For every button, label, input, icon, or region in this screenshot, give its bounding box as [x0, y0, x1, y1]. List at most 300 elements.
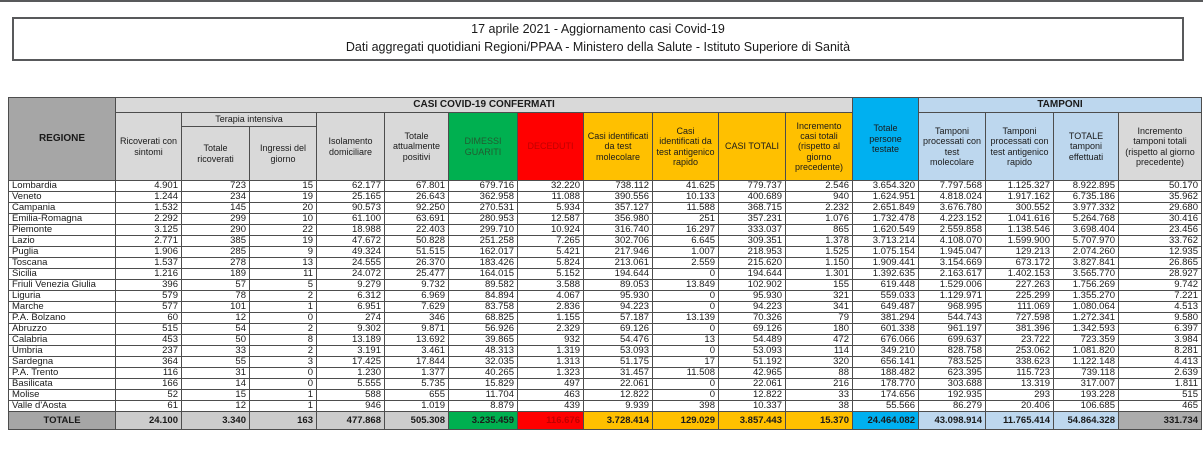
value-cell: 10	[250, 214, 317, 225]
value-cell: 5.934	[518, 203, 584, 214]
value-cell: 51.192	[719, 357, 786, 368]
value-cell: 472	[786, 335, 853, 346]
value-cell: 1.811	[1119, 379, 1202, 390]
value-cell: 28.927	[1119, 269, 1202, 280]
value-cell: 783.525	[919, 357, 986, 368]
value-cell: 559.033	[853, 291, 919, 302]
value-cell: 39.865	[449, 335, 518, 346]
value-cell: 11.588	[653, 203, 719, 214]
region-name-cell: Molise	[9, 390, 116, 401]
header-persone-testate: Totale persone testate	[853, 98, 919, 181]
value-cell: 3.125	[116, 225, 182, 236]
value-cell: 2.232	[786, 203, 853, 214]
value-cell: 217.946	[584, 247, 653, 258]
totals-value-cell: 24.464.082	[853, 412, 919, 430]
totals-value-cell: 15.370	[786, 412, 853, 430]
value-cell: 32.035	[449, 357, 518, 368]
value-cell: 61	[116, 401, 182, 412]
region-name-cell: Valle d'Aosta	[9, 401, 116, 412]
value-cell: 194.644	[584, 269, 653, 280]
value-cell: 227.263	[986, 280, 1054, 291]
value-cell: 10.133	[653, 192, 719, 203]
value-cell: 225.299	[986, 291, 1054, 302]
value-cell: 69.126	[719, 324, 786, 335]
value-cell: 2.329	[518, 324, 584, 335]
value-cell: 25.477	[385, 269, 449, 280]
value-cell: 54	[182, 324, 250, 335]
value-cell: 5.555	[317, 379, 385, 390]
value-cell: 164.015	[449, 269, 518, 280]
value-cell: 29.680	[1119, 203, 1202, 214]
value-cell: 9	[250, 247, 317, 258]
region-name-cell: Sicilia	[9, 269, 116, 280]
value-cell: 50.828	[385, 236, 449, 247]
value-cell: 78	[182, 291, 250, 302]
value-cell: 1.150	[786, 258, 853, 269]
value-cell: 3.461	[385, 346, 449, 357]
table-row	[9, 181, 1202, 192]
value-cell: 54.489	[719, 335, 786, 346]
value-cell: 61.100	[317, 214, 385, 225]
value-cell: 94.223	[719, 302, 786, 313]
value-cell: 390.556	[584, 192, 653, 203]
value-cell: 8.879	[449, 401, 518, 412]
value-cell: 22.061	[719, 379, 786, 390]
value-cell: 738.112	[584, 181, 653, 192]
value-cell: 19	[250, 192, 317, 203]
region-name-cell: Liguria	[9, 291, 116, 302]
value-cell: 30.416	[1119, 214, 1202, 225]
value-cell: 12.935	[1119, 247, 1202, 258]
totals-value-cell: 54.864.328	[1054, 412, 1119, 430]
value-cell: 6.735.186	[1054, 192, 1119, 203]
value-cell: 1.599.900	[986, 236, 1054, 247]
header-tamponi-molecolare: Tamponi processati con test molecolare	[919, 113, 986, 181]
value-cell: 5.824	[518, 258, 584, 269]
value-cell: 51.175	[584, 357, 653, 368]
value-cell: 192.935	[919, 390, 986, 401]
value-cell: 1.319	[518, 346, 584, 357]
value-cell: 70.326	[719, 313, 786, 324]
value-cell: 67.801	[385, 181, 449, 192]
value-cell: 3.191	[317, 346, 385, 357]
table-row	[9, 247, 1202, 258]
value-cell: 932	[518, 335, 584, 346]
value-cell: 270.531	[449, 203, 518, 214]
value-cell: 49.324	[317, 247, 385, 258]
table-row	[9, 357, 1202, 368]
header-band-tamponi: TAMPONI	[919, 98, 1202, 113]
value-cell: 1.537	[116, 258, 182, 269]
value-cell: 1.313	[518, 357, 584, 368]
value-cell: 189	[182, 269, 250, 280]
region-name-cell: Basilicata	[9, 379, 116, 390]
table-header	[9, 98, 1202, 181]
value-cell: 1.019	[385, 401, 449, 412]
value-cell: 26.370	[385, 258, 449, 269]
value-cell: 53.093	[584, 346, 653, 357]
header-totale-tamponi: TOTALE tamponi effettuati	[1054, 113, 1119, 181]
value-cell: 40.265	[449, 368, 518, 379]
value-cell: 48.313	[449, 346, 518, 357]
value-cell: 679.716	[449, 181, 518, 192]
value-cell: 13	[653, 335, 719, 346]
value-cell: 62.177	[317, 181, 385, 192]
value-cell: 1.377	[385, 368, 449, 379]
value-cell: 13.189	[317, 335, 385, 346]
value-cell: 11	[250, 269, 317, 280]
value-cell: 381.294	[853, 313, 919, 324]
header-terapia-intensiva: Terapia intensiva	[182, 113, 317, 127]
value-cell: 52	[116, 390, 182, 401]
region-name-cell: Marche	[9, 302, 116, 313]
value-cell: 5	[250, 280, 317, 291]
value-cell: 12.822	[584, 390, 653, 401]
value-cell: 51.515	[385, 247, 449, 258]
value-cell: 7.265	[518, 236, 584, 247]
value-cell: 9.302	[317, 324, 385, 335]
table-row	[9, 390, 1202, 401]
value-cell: 1.620.549	[853, 225, 919, 236]
value-cell: 346	[385, 313, 449, 324]
value-cell: 92.250	[385, 203, 449, 214]
value-cell: 316.740	[584, 225, 653, 236]
page-top-rule	[0, 0, 1203, 2]
value-cell: 1.075.154	[853, 247, 919, 258]
value-cell: 1.342.593	[1054, 324, 1119, 335]
value-cell: 3.698.404	[1054, 225, 1119, 236]
value-cell: 8.922.895	[1054, 181, 1119, 192]
value-cell: 280.953	[449, 214, 518, 225]
value-cell: 50.170	[1119, 181, 1202, 192]
value-cell: 1.125.327	[986, 181, 1054, 192]
value-cell: 333.037	[719, 225, 786, 236]
value-cell: 723.359	[1054, 335, 1119, 346]
header-totale-ricoverati: Totale ricoverati	[182, 127, 250, 181]
covid-data-table	[8, 97, 1202, 430]
value-cell: 465	[1119, 401, 1202, 412]
value-cell: 90.573	[317, 203, 385, 214]
value-cell: 1.945.047	[919, 247, 986, 258]
value-cell: 1	[250, 390, 317, 401]
value-cell: 946	[317, 401, 385, 412]
value-cell: 3.827.841	[1054, 258, 1119, 269]
value-cell: 2	[250, 346, 317, 357]
value-cell: 145	[182, 203, 250, 214]
region-name-cell: Veneto	[9, 192, 116, 203]
totals-value-cell: 163	[250, 412, 317, 430]
value-cell: 114	[786, 346, 853, 357]
value-cell: 3.984	[1119, 335, 1202, 346]
value-cell: 1.323	[518, 368, 584, 379]
header-isolamento-domiciliare: Isolamento domiciliare	[317, 113, 385, 181]
value-cell: 2.559.858	[919, 225, 986, 236]
value-cell: 3.154.669	[919, 258, 986, 269]
value-cell: 1.301	[786, 269, 853, 280]
value-cell: 779.737	[719, 181, 786, 192]
table-row	[9, 335, 1202, 346]
value-cell: 7.629	[385, 302, 449, 313]
value-cell: 12	[182, 313, 250, 324]
value-cell: 727.598	[986, 313, 1054, 324]
value-cell: 41.625	[653, 181, 719, 192]
table-body	[9, 181, 1202, 430]
value-cell: 55.566	[853, 401, 919, 412]
value-cell: 579	[116, 291, 182, 302]
value-cell: 31.457	[584, 368, 653, 379]
value-cell: 4.513	[1119, 302, 1202, 313]
value-cell: 1.230	[317, 368, 385, 379]
header-ingressi-giorno: Ingressi del giorno	[250, 127, 317, 181]
value-cell: 968.995	[919, 302, 986, 313]
value-cell: 3.713.214	[853, 236, 919, 247]
value-cell: 3.676.780	[919, 203, 986, 214]
value-cell: 15	[250, 181, 317, 192]
totals-label-cell: TOTALE	[9, 412, 116, 430]
value-cell: 5.735	[385, 379, 449, 390]
value-cell: 213.061	[584, 258, 653, 269]
table-row	[9, 368, 1202, 379]
totals-value-cell: 11.765.414	[986, 412, 1054, 430]
value-cell: 5.152	[518, 269, 584, 280]
value-cell: 515	[1119, 390, 1202, 401]
value-cell: 84.894	[449, 291, 518, 302]
value-cell: 17	[653, 357, 719, 368]
value-cell: 1.756.269	[1054, 280, 1119, 291]
table-row	[9, 291, 1202, 302]
value-cell: 89.053	[584, 280, 653, 291]
value-cell: 619.448	[853, 280, 919, 291]
value-cell: 1	[250, 302, 317, 313]
value-cell: 302.706	[584, 236, 653, 247]
region-name-cell: Sardegna	[9, 357, 116, 368]
value-cell: 4.901	[116, 181, 182, 192]
region-name-cell: Toscana	[9, 258, 116, 269]
value-cell: 4.067	[518, 291, 584, 302]
value-cell: 2.836	[518, 302, 584, 313]
value-cell: 12.587	[518, 214, 584, 225]
value-cell: 544.743	[919, 313, 986, 324]
value-cell: 828.758	[919, 346, 986, 357]
value-cell: 699.637	[919, 335, 986, 346]
value-cell: 1.355.270	[1054, 291, 1119, 302]
value-cell: 23.456	[1119, 225, 1202, 236]
table-row	[9, 401, 1202, 412]
value-cell: 299	[182, 214, 250, 225]
value-cell: 381.396	[986, 324, 1054, 335]
value-cell: 9.939	[584, 401, 653, 412]
value-cell: 577	[116, 302, 182, 313]
value-cell: 1.216	[116, 269, 182, 280]
table-row	[9, 324, 1202, 335]
value-cell: 17.425	[317, 357, 385, 368]
value-cell: 69.126	[584, 324, 653, 335]
value-cell: 1.732.478	[853, 214, 919, 225]
value-cell: 251	[653, 214, 719, 225]
header-totale-attualmente-positivi: Totale attualmente positivi	[385, 113, 449, 181]
value-cell: 1.007	[653, 247, 719, 258]
table-row	[9, 379, 1202, 390]
value-cell: 274	[317, 313, 385, 324]
value-cell: 656.141	[853, 357, 919, 368]
value-cell: 2.074.260	[1054, 247, 1119, 258]
header-deceduti: DECEDUTI	[518, 113, 584, 181]
value-cell: 95.930	[584, 291, 653, 302]
value-cell: 22.403	[385, 225, 449, 236]
value-cell: 15	[182, 390, 250, 401]
totals-value-cell: 3.340	[182, 412, 250, 430]
value-cell: 33.762	[1119, 236, 1202, 247]
value-cell: 338.623	[986, 357, 1054, 368]
value-cell: 47.672	[317, 236, 385, 247]
value-cell: 453	[116, 335, 182, 346]
value-cell: 162.017	[449, 247, 518, 258]
value-cell: 357.231	[719, 214, 786, 225]
value-cell: 22	[250, 225, 317, 236]
value-cell: 11.088	[518, 192, 584, 203]
value-cell: 4.223.152	[919, 214, 986, 225]
value-cell: 1.525	[786, 247, 853, 258]
table-row	[9, 280, 1202, 291]
value-cell: 3.565.770	[1054, 269, 1119, 280]
value-cell: 13	[250, 258, 317, 269]
value-cell: 9.742	[1119, 280, 1202, 291]
value-cell: 19	[250, 236, 317, 247]
value-cell: 0	[653, 346, 719, 357]
value-cell: 623.395	[919, 368, 986, 379]
value-cell: 50	[182, 335, 250, 346]
value-cell: 60	[116, 313, 182, 324]
value-cell: 234	[182, 192, 250, 203]
value-cell: 101	[182, 302, 250, 313]
table-row	[9, 346, 1202, 357]
value-cell: 13.692	[385, 335, 449, 346]
value-cell: 317.007	[1054, 379, 1119, 390]
value-cell: 38	[786, 401, 853, 412]
totals-value-cell: 3.857.443	[719, 412, 786, 430]
header-band-casi-confermati: CASI COVID-19 CONFERMATI	[116, 98, 853, 113]
value-cell: 723	[182, 181, 250, 192]
value-cell: 8	[250, 335, 317, 346]
value-cell: 1.129.971	[919, 291, 986, 302]
value-cell: 15.829	[449, 379, 518, 390]
value-cell: 183.426	[449, 258, 518, 269]
value-cell: 588	[317, 390, 385, 401]
value-cell: 349.210	[853, 346, 919, 357]
value-cell: 94.223	[584, 302, 653, 313]
value-cell: 53.093	[719, 346, 786, 357]
value-cell: 4.818.024	[919, 192, 986, 203]
value-cell: 400.689	[719, 192, 786, 203]
value-cell: 2.559	[653, 258, 719, 269]
value-cell: 5.421	[518, 247, 584, 258]
region-name-cell: Umbria	[9, 346, 116, 357]
value-cell: 2.639	[1119, 368, 1202, 379]
value-cell: 26.643	[385, 192, 449, 203]
value-cell: 463	[518, 390, 584, 401]
value-cell: 33	[182, 346, 250, 357]
value-cell: 216	[786, 379, 853, 390]
value-cell: 237	[116, 346, 182, 357]
value-cell: 9.732	[385, 280, 449, 291]
value-cell: 362.958	[449, 192, 518, 203]
region-name-cell: Abruzzo	[9, 324, 116, 335]
table-row	[9, 269, 1202, 280]
value-cell: 673.172	[986, 258, 1054, 269]
region-name-cell: P.A. Bolzano	[9, 313, 116, 324]
value-cell: 299.710	[449, 225, 518, 236]
value-cell: 497	[518, 379, 584, 390]
value-cell: 4.108.070	[919, 236, 986, 247]
value-cell: 6.969	[385, 291, 449, 302]
region-name-cell: Piemonte	[9, 225, 116, 236]
table-row	[9, 236, 1202, 247]
region-name-cell: Calabria	[9, 335, 116, 346]
value-cell: 6.951	[317, 302, 385, 313]
value-cell: 42.965	[719, 368, 786, 379]
region-name-cell: Emilia-Romagna	[9, 214, 116, 225]
value-cell: 188.482	[853, 368, 919, 379]
value-cell: 961.197	[919, 324, 986, 335]
value-cell: 2.771	[116, 236, 182, 247]
value-cell: 1.138.546	[986, 225, 1054, 236]
value-cell: 1.392.635	[853, 269, 919, 280]
value-cell: 102.902	[719, 280, 786, 291]
value-cell: 18.988	[317, 225, 385, 236]
value-cell: 116	[116, 368, 182, 379]
value-cell: 6.312	[317, 291, 385, 302]
value-cell: 79	[786, 313, 853, 324]
header-ricoverati-sintomi: Ricoverati con sintomi	[116, 113, 182, 181]
value-cell: 385	[182, 236, 250, 247]
value-cell: 3.977.332	[1054, 203, 1119, 214]
value-cell: 86.279	[919, 401, 986, 412]
value-cell: 285	[182, 247, 250, 258]
value-cell: 1.909.441	[853, 258, 919, 269]
value-cell: 1.532	[116, 203, 182, 214]
value-cell: 601.338	[853, 324, 919, 335]
value-cell: 3.654.320	[853, 181, 919, 192]
value-cell: 655	[385, 390, 449, 401]
value-cell: 1.076	[786, 214, 853, 225]
value-cell: 57	[182, 280, 250, 291]
value-cell: 178.770	[853, 379, 919, 390]
value-cell: 129.213	[986, 247, 1054, 258]
value-cell: 1.917.162	[986, 192, 1054, 203]
value-cell: 6.397	[1119, 324, 1202, 335]
table-row	[9, 192, 1202, 203]
value-cell: 26.865	[1119, 258, 1202, 269]
header-incremento-tamponi: Incremento tamponi totali (rispetto al giorno precedente)	[1119, 113, 1202, 181]
report-subtitle: Dati aggregati quotidiani Regioni/PPAA - Ministero della Salute - Istituto Superiore di Sanità	[345, 40, 851, 55]
region-name-cell: Campania	[9, 203, 116, 214]
value-cell: 7.797.568	[919, 181, 986, 192]
value-cell: 341	[786, 302, 853, 313]
value-cell: 0	[250, 313, 317, 324]
value-cell: 5.707.970	[1054, 236, 1119, 247]
value-cell: 166	[116, 379, 182, 390]
value-cell: 17.844	[385, 357, 449, 368]
region-name-cell: Friuli Venezia Giulia	[9, 280, 116, 291]
value-cell: 174.656	[853, 390, 919, 401]
totals-value-cell: 3.235.459	[449, 412, 518, 430]
totals-value-cell: 129.029	[653, 412, 719, 430]
value-cell: 515	[116, 324, 182, 335]
value-cell: 0	[653, 269, 719, 280]
value-cell: 7.221	[1119, 291, 1202, 302]
value-cell: 4.413	[1119, 357, 1202, 368]
region-name-cell: Lombardia	[9, 181, 116, 192]
